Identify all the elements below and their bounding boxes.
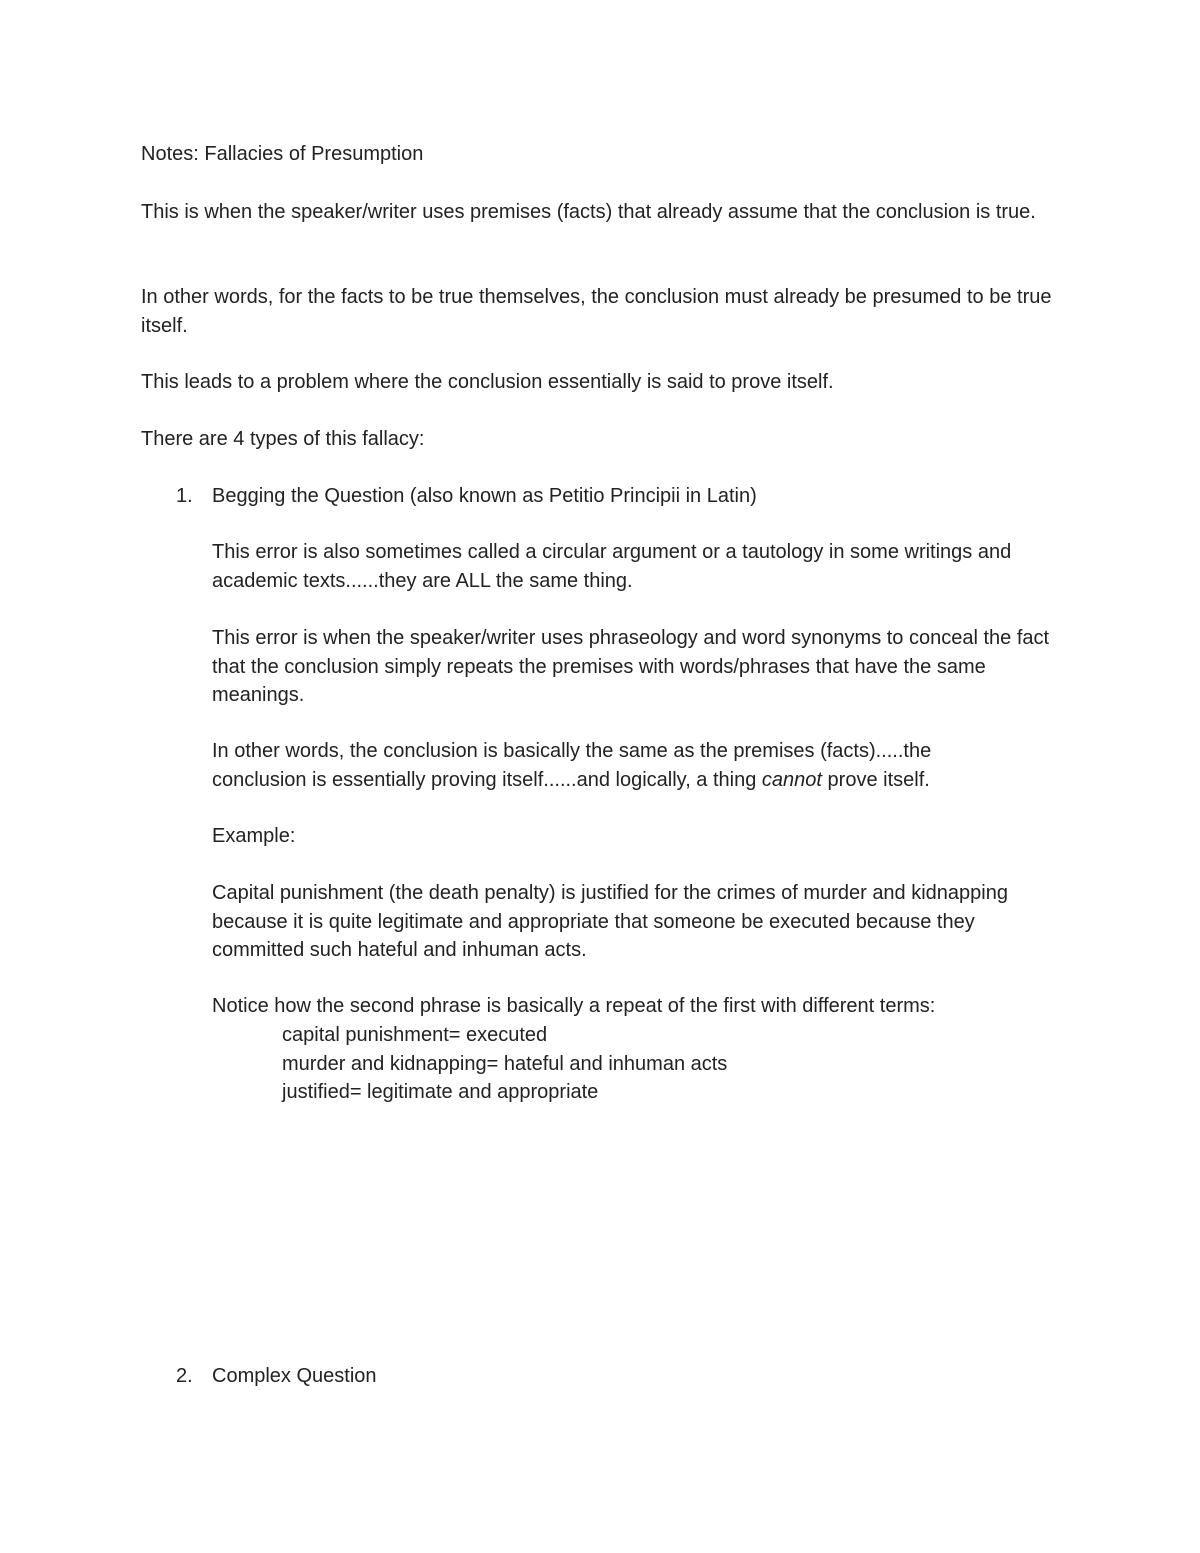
term-mapping-3: justified= legitimate and appropriate xyxy=(282,1081,599,1103)
list-item-heading-1: Begging the Question (also known as Petitio Principii in Latin) xyxy=(212,485,757,507)
list-number-1: 1. xyxy=(176,485,193,507)
term-mapping-list xyxy=(282,1021,1042,1107)
item-1-paragraph-3 xyxy=(212,737,1012,794)
intro-paragraph-3: This leads to a problem where the conclusion essentially is said to prove itself. xyxy=(141,371,834,393)
notice-text: Notice how the second phrase is basically a repeat of the first with different terms: xyxy=(212,995,936,1017)
intro-paragraph-2: In other words, for the facts to be true themselves, the conclusion must already be presumed to be true itself. xyxy=(141,286,1052,337)
example-label: Example: xyxy=(212,825,296,847)
intro-paragraph-1: This is when the speaker/writer uses premises (facts) that already assume that the conclusion is true. xyxy=(141,201,1036,223)
item-1-paragraph-3-end: prove itself. xyxy=(821,768,930,791)
item-1-paragraph-3-emphasis: cannot xyxy=(761,768,822,791)
item-1-paragraph-2: This error is when the speaker/writer uses phraseology and word synonyms to conceal the fact that the conclusion simply repeats the premises with words/phrases that have the same meanings. xyxy=(212,627,1050,706)
term-mapping-1: capital punishment= executed xyxy=(282,1024,548,1046)
item-1-paragraph-3-text: In other words, the conclusion is basically the same as the premises (facts).....the conclusion is essentially proving itself......and logically, a thing xyxy=(212,740,932,791)
list-item-heading-2: Complex Question xyxy=(212,1365,377,1387)
example-text: Capital punishment (the death penalty) is justified for the crimes of murder and kidnapping because it is quite legitimate and appropriate that someone be executed because they committed such hateful and inhuman acts. xyxy=(212,882,1008,961)
list-number-2: 2. xyxy=(176,1365,193,1387)
term-mapping-2: murder and kidnapping= hateful and inhuman acts xyxy=(282,1052,728,1075)
intro-paragraph-4: There are 4 types of this fallacy: xyxy=(141,428,425,450)
page-title: Notes: Fallacies of Presumption xyxy=(141,143,424,165)
item-1-paragraph-1: This error is also sometimes called a circular argument or a tautology in some writings and academic texts......they are ALL the same thing. xyxy=(212,541,1012,592)
